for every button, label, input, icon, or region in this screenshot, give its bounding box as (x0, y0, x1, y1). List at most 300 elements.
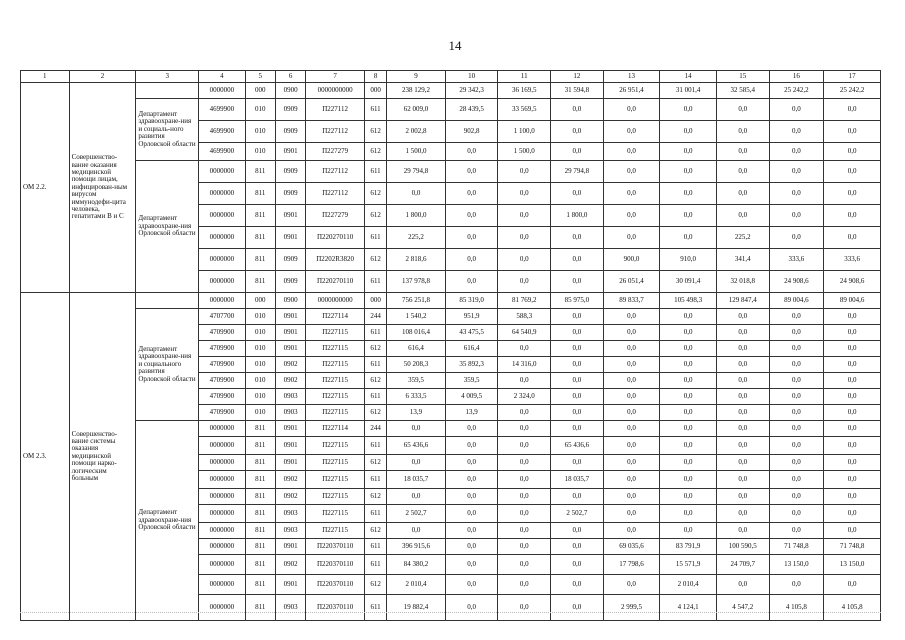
amount-cell: 0,0 (717, 341, 770, 357)
column-header: 11 (498, 71, 551, 83)
code-cell: 010 (245, 309, 275, 325)
amount-cell: 0,0 (824, 389, 881, 405)
code-cell: 0901 (275, 455, 305, 471)
amount-cell: 0,0 (603, 183, 660, 205)
code-cell: 811 (245, 437, 275, 455)
code-cell: 611 (364, 437, 386, 455)
amount-cell: 0,0 (769, 575, 824, 595)
code-cell: 0000000 (199, 455, 246, 471)
amount-cell: 588,3 (498, 309, 551, 325)
column-header: 10 (445, 71, 498, 83)
code-cell: 0903 (275, 505, 305, 523)
amount-cell: 0,0 (769, 121, 824, 143)
amount-cell: 35 892,3 (445, 357, 498, 373)
amount-cell: 225,2 (717, 227, 770, 249)
code-cell: П227115 (306, 405, 365, 421)
code-cell: 612 (364, 121, 386, 143)
department-cell-empty (136, 293, 199, 309)
amount-cell: 0,0 (717, 389, 770, 405)
code-cell: 811 (245, 505, 275, 523)
code-cell: 0901 (275, 539, 305, 555)
page-number: 14 (448, 38, 462, 53)
amount-cell: 0,0 (660, 205, 717, 227)
code-cell: П220370110 (306, 575, 365, 595)
amount-cell: 0,0 (551, 421, 604, 437)
amount-cell: 0,0 (769, 227, 824, 249)
amount-cell: 0,0 (498, 539, 551, 555)
amount-cell: 951,9 (445, 309, 498, 325)
amount-cell: 0,0 (603, 121, 660, 143)
code-cell: 0901 (275, 205, 305, 227)
amount-cell: 0,0 (717, 455, 770, 471)
amount-cell: 0,0 (551, 555, 604, 575)
column-header: 8 (364, 71, 386, 83)
amount-cell: 0,0 (717, 471, 770, 489)
amount-cell: 0,0 (603, 505, 660, 523)
code-cell: 611 (364, 539, 386, 555)
amount-cell: 333,6 (769, 249, 824, 271)
amount-cell: 0,0 (445, 271, 498, 293)
amount-cell: 0,0 (717, 575, 770, 595)
amount-cell: 0,0 (660, 99, 717, 121)
amount-cell: 0,0 (603, 489, 660, 505)
code-cell: 0902 (275, 471, 305, 489)
code-cell: 0901 (275, 325, 305, 341)
code-cell: 811 (245, 271, 275, 293)
code-cell: 612 (364, 205, 386, 227)
amount-cell: 64 540,9 (498, 325, 551, 341)
amount-cell: 1 540,2 (387, 309, 446, 325)
amount-cell: 902,8 (445, 121, 498, 143)
code-cell: П220370110 (306, 595, 365, 621)
code-cell: 000 (364, 83, 386, 99)
code-cell: 0000000 (199, 249, 246, 271)
amount-cell: 0,0 (498, 489, 551, 505)
code-cell: 0901 (275, 143, 305, 161)
amount-cell: 32 018,8 (717, 271, 770, 293)
amount-cell: 0,0 (551, 539, 604, 555)
code-cell: П227112 (306, 121, 365, 143)
code-cell: 611 (364, 271, 386, 293)
column-header: 5 (245, 71, 275, 83)
code-cell: 0909 (275, 271, 305, 293)
amount-cell: 2 324,0 (498, 389, 551, 405)
code-cell: 4699900 (199, 143, 246, 161)
amount-cell: 0,0 (717, 121, 770, 143)
amount-cell: 0,0 (498, 373, 551, 389)
amount-cell: 0,0 (551, 183, 604, 205)
code-cell: П220370110 (306, 555, 365, 575)
code-cell: 611 (364, 227, 386, 249)
code-cell: 0901 (275, 341, 305, 357)
amount-cell: 0,0 (603, 421, 660, 437)
amount-cell: 105 498,3 (660, 293, 717, 309)
amount-cell: 341,4 (717, 249, 770, 271)
code-cell: 4709900 (199, 373, 246, 389)
code-cell: 612 (364, 489, 386, 505)
amount-cell: 81 769,2 (498, 293, 551, 309)
amount-cell: 1 800,0 (551, 205, 604, 227)
table-body (21, 83, 881, 621)
amount-cell: 0,0 (824, 421, 881, 437)
amount-cell: 0,0 (551, 389, 604, 405)
measure-code: ОМ 2.3. (21, 293, 70, 621)
amount-cell: 0,0 (445, 183, 498, 205)
amount-cell: 0,0 (498, 161, 551, 183)
amount-cell: 0,0 (498, 595, 551, 621)
column-header: 15 (717, 71, 770, 83)
amount-cell: 65 436,6 (551, 437, 604, 455)
amount-cell: 0,0 (387, 489, 446, 505)
amount-cell: 0,0 (387, 523, 446, 539)
code-cell: 0901 (275, 227, 305, 249)
amount-cell: 0,0 (660, 161, 717, 183)
amount-cell: 1 500,0 (498, 143, 551, 161)
amount-cell: 0,0 (660, 455, 717, 471)
amount-cell: 0,0 (660, 227, 717, 249)
code-cell: 811 (245, 539, 275, 555)
amount-cell: 25 242,2 (769, 83, 824, 99)
amount-cell: 0,0 (717, 505, 770, 523)
code-cell: 612 (364, 373, 386, 389)
code-cell: 4709900 (199, 357, 246, 373)
amount-cell: 0,0 (551, 575, 604, 595)
amount-cell: 616,4 (387, 341, 446, 357)
amount-cell: 17 798,6 (603, 555, 660, 575)
code-cell: 811 (245, 555, 275, 575)
amount-cell: 0,0 (445, 523, 498, 539)
amount-cell: 0,0 (824, 143, 881, 161)
code-cell: П227115 (306, 437, 365, 455)
amount-cell: 0,0 (603, 357, 660, 373)
amount-cell: 0,0 (498, 421, 551, 437)
amount-cell: 0,0 (769, 455, 824, 471)
amount-cell: 0,0 (717, 183, 770, 205)
amount-cell: 0,0 (498, 205, 551, 227)
amount-cell: 0,0 (660, 143, 717, 161)
code-cell: 010 (245, 99, 275, 121)
amount-cell: 0,0 (603, 389, 660, 405)
code-cell: 0000000 (199, 575, 246, 595)
amount-cell: 0,0 (660, 373, 717, 389)
amount-cell: 26 051,4 (603, 271, 660, 293)
amount-cell: 0,0 (445, 595, 498, 621)
amount-cell: 910,0 (660, 249, 717, 271)
code-cell: 0000000000 (306, 293, 365, 309)
amount-cell: 43 475,5 (445, 325, 498, 341)
amount-cell: 2 502,7 (387, 505, 446, 523)
code-cell: 244 (364, 309, 386, 325)
code-cell: 0000000 (199, 523, 246, 539)
code-cell: 0000000 (199, 505, 246, 523)
column-header: 13 (603, 71, 660, 83)
amount-cell: 0,0 (498, 227, 551, 249)
amount-cell: 4 009,5 (445, 389, 498, 405)
amount-cell: 0,0 (445, 437, 498, 455)
code-cell: 0900 (275, 83, 305, 99)
amount-cell: 0,0 (824, 341, 881, 357)
code-cell: 612 (364, 143, 386, 161)
amount-cell: 0,0 (603, 455, 660, 471)
amount-cell: 0,0 (551, 99, 604, 121)
column-header: 4 (199, 71, 246, 83)
amount-cell: 0,0 (603, 437, 660, 455)
code-cell: 0000000 (199, 183, 246, 205)
code-cell: 0909 (275, 249, 305, 271)
amount-cell: 0,0 (498, 249, 551, 271)
code-cell: 0903 (275, 523, 305, 539)
code-cell: 010 (245, 143, 275, 161)
amount-cell: 616,4 (445, 341, 498, 357)
amount-cell: 1 800,0 (387, 205, 446, 227)
amount-cell: 137 978,8 (387, 271, 446, 293)
amount-cell: 18 035,7 (551, 471, 604, 489)
amount-cell: 0,0 (445, 555, 498, 575)
amount-cell: 85 319,0 (445, 293, 498, 309)
amount-cell: 13 150,0 (824, 555, 881, 575)
amount-cell: 0,0 (769, 471, 824, 489)
amount-cell: 0,0 (445, 455, 498, 471)
amount-cell: 0,0 (824, 309, 881, 325)
amount-cell: 0,0 (824, 373, 881, 389)
amount-cell: 100 590,5 (717, 539, 770, 555)
amount-cell: 0,0 (660, 523, 717, 539)
code-cell: П227115 (306, 389, 365, 405)
amount-cell: 0,0 (498, 505, 551, 523)
table-row (21, 161, 881, 183)
amount-cell: 0,0 (660, 341, 717, 357)
department-name: Департамент здравоохране-ния Орловской области (136, 161, 199, 293)
amount-cell: 0,0 (660, 505, 717, 523)
bottom-divider (20, 612, 881, 621)
code-cell: 4709900 (199, 389, 246, 405)
amount-cell: 333,6 (824, 249, 881, 271)
amount-cell: 396 915,6 (387, 539, 446, 555)
amount-cell: 31 594,8 (551, 83, 604, 99)
amount-cell: 0,0 (824, 489, 881, 505)
code-cell: 0903 (275, 389, 305, 405)
amount-cell: 0,0 (551, 249, 604, 271)
amount-cell: 0,0 (498, 341, 551, 357)
code-cell: 612 (364, 455, 386, 471)
amount-cell: 83 791,9 (660, 539, 717, 555)
budget-table (20, 70, 881, 621)
amount-cell: 0,0 (445, 471, 498, 489)
amount-cell: 0,0 (769, 341, 824, 357)
code-cell: 0900 (275, 293, 305, 309)
code-cell: 4709900 (199, 341, 246, 357)
amount-cell: 0,0 (660, 405, 717, 421)
amount-cell: 0,0 (824, 227, 881, 249)
code-cell: 0901 (275, 575, 305, 595)
amount-cell: 2 999,5 (603, 595, 660, 621)
amount-cell: 756 251,8 (387, 293, 446, 309)
amount-cell: 129 847,4 (717, 293, 770, 309)
amount-cell: 71 748,8 (769, 539, 824, 555)
amount-cell: 1 100,0 (498, 121, 551, 143)
code-cell: П227279 (306, 205, 365, 227)
amount-cell: 0,0 (551, 357, 604, 373)
amount-cell: 0,0 (445, 539, 498, 555)
code-cell: 811 (245, 575, 275, 595)
amount-cell: 0,0 (498, 523, 551, 539)
code-cell: 000 (245, 83, 275, 99)
amount-cell: 71 748,8 (824, 539, 881, 555)
amount-cell: 30 091,4 (660, 271, 717, 293)
amount-cell: 0,0 (769, 421, 824, 437)
amount-cell: 0,0 (824, 183, 881, 205)
code-cell: 0909 (275, 161, 305, 183)
amount-cell: 0,0 (717, 405, 770, 421)
amount-cell: 0,0 (824, 437, 881, 455)
amount-cell: 24 908,6 (824, 271, 881, 293)
code-cell: 612 (364, 575, 386, 595)
amount-cell: 33 569,5 (498, 99, 551, 121)
amount-cell: 0,0 (824, 405, 881, 421)
code-cell: 612 (364, 249, 386, 271)
amount-cell: 0,0 (717, 357, 770, 373)
amount-cell: 0,0 (717, 205, 770, 227)
code-cell: 4699900 (199, 99, 246, 121)
amount-cell: 0,0 (769, 373, 824, 389)
amount-cell: 0,0 (445, 575, 498, 595)
amount-cell: 238 129,2 (387, 83, 446, 99)
amount-cell: 0,0 (717, 309, 770, 325)
amount-cell: 1 500,0 (387, 143, 446, 161)
table-row (21, 83, 881, 99)
amount-cell: 26 951,4 (603, 83, 660, 99)
code-cell: П227112 (306, 99, 365, 121)
amount-cell: 0,0 (769, 183, 824, 205)
code-cell: 000 (245, 293, 275, 309)
code-cell: 010 (245, 373, 275, 389)
code-cell: П2202R3820 (306, 249, 365, 271)
amount-cell: 0,0 (498, 575, 551, 595)
code-cell: 611 (364, 325, 386, 341)
code-cell: 0000000 (199, 471, 246, 489)
amount-cell: 0,0 (769, 205, 824, 227)
amount-cell: 25 242,2 (824, 83, 881, 99)
code-cell: П227115 (306, 341, 365, 357)
measure-name: Совершенство-вание оказания медицинской помощи лицам, инфицирован-ным вирусом иммунодефи-цита человека, гепатитами В и С (69, 83, 136, 293)
code-cell: П227115 (306, 357, 365, 373)
code-cell: 0909 (275, 183, 305, 205)
code-cell: 611 (364, 471, 386, 489)
table-row (21, 293, 881, 309)
code-cell: 010 (245, 325, 275, 341)
code-cell: 0902 (275, 489, 305, 505)
amount-cell: 0,0 (769, 325, 824, 341)
amount-cell: 0,0 (445, 205, 498, 227)
code-cell: 0000000 (199, 421, 246, 437)
amount-cell: 4 124,1 (660, 595, 717, 621)
amount-cell: 69 035,6 (603, 539, 660, 555)
amount-cell: 0,0 (603, 341, 660, 357)
code-cell: 244 (364, 421, 386, 437)
amount-cell: 0,0 (498, 471, 551, 489)
code-cell: 611 (364, 595, 386, 621)
amount-cell: 0,0 (824, 325, 881, 341)
table-row (21, 309, 881, 325)
code-cell: 0000000 (199, 293, 246, 309)
amount-cell: 0,0 (717, 523, 770, 539)
code-cell: 0000000 (199, 205, 246, 227)
amount-cell: 14 316,0 (498, 357, 551, 373)
code-cell: 0000000 (199, 539, 246, 555)
code-cell: 0909 (275, 99, 305, 121)
column-header: 9 (387, 71, 446, 83)
amount-cell: 19 882,4 (387, 595, 446, 621)
code-cell: 0902 (275, 555, 305, 575)
code-cell: 0903 (275, 405, 305, 421)
amount-cell: 62 009,0 (387, 99, 446, 121)
amount-cell: 0,0 (603, 325, 660, 341)
code-cell: 0000000 (199, 595, 246, 621)
amount-cell: 2 010,4 (387, 575, 446, 595)
amount-cell: 0,0 (551, 341, 604, 357)
amount-cell: 0,0 (717, 437, 770, 455)
amount-cell: 0,0 (498, 271, 551, 293)
code-cell: 010 (245, 357, 275, 373)
amount-cell: 0,0 (660, 489, 717, 505)
amount-cell: 13,9 (445, 405, 498, 421)
amount-cell: 2 502,7 (551, 505, 604, 523)
amount-cell: 0,0 (769, 357, 824, 373)
amount-cell: 0,0 (551, 523, 604, 539)
amount-cell: 0,0 (824, 455, 881, 471)
code-cell: П227115 (306, 489, 365, 505)
amount-cell: 0,0 (445, 249, 498, 271)
code-cell: П220370110 (306, 539, 365, 555)
table-row (21, 421, 881, 437)
amount-cell: 0,0 (498, 555, 551, 575)
code-cell: П227279 (306, 143, 365, 161)
amount-cell: 900,0 (603, 249, 660, 271)
amount-cell: 0,0 (660, 357, 717, 373)
code-cell: 612 (364, 405, 386, 421)
amount-cell: 0,0 (717, 373, 770, 389)
department-name: Департамент здравоохране-ния Орловской области (136, 421, 199, 621)
amount-cell: 0,0 (603, 99, 660, 121)
code-cell: 612 (364, 523, 386, 539)
code-cell: 0901 (275, 421, 305, 437)
amount-cell: 6 333,5 (387, 389, 446, 405)
code-cell: 0000000 (199, 271, 246, 293)
amount-cell: 0,0 (717, 143, 770, 161)
amount-cell: 0,0 (769, 523, 824, 539)
amount-cell: 0,0 (824, 161, 881, 183)
code-cell: 811 (245, 183, 275, 205)
code-cell: 611 (364, 505, 386, 523)
amount-cell: 0,0 (824, 121, 881, 143)
amount-cell: 89 004,6 (769, 293, 824, 309)
amount-cell: 0,0 (387, 183, 446, 205)
code-cell: 612 (364, 183, 386, 205)
amount-cell: 0,0 (445, 489, 498, 505)
amount-cell: 0,0 (717, 489, 770, 505)
amount-cell: 2 818,6 (387, 249, 446, 271)
code-cell: 0000000 (199, 489, 246, 505)
amount-cell: 0,0 (551, 121, 604, 143)
amount-cell: 0,0 (551, 595, 604, 621)
amount-cell: 0,0 (551, 455, 604, 471)
code-cell: 0901 (275, 437, 305, 455)
code-cell: 4709900 (199, 405, 246, 421)
amount-cell: 4 547,2 (717, 595, 770, 621)
amount-cell: 0,0 (498, 405, 551, 421)
amount-cell: 29 794,8 (387, 161, 446, 183)
amount-cell: 0,0 (551, 489, 604, 505)
